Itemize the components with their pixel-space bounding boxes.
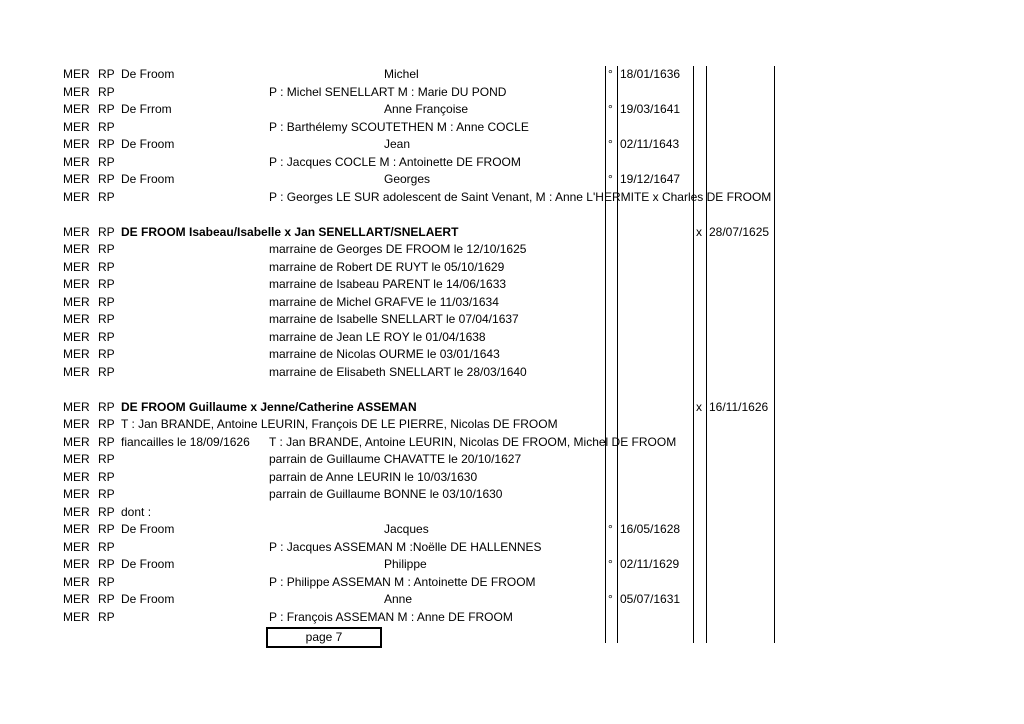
register-code: RP	[98, 504, 115, 519]
parish-code: MER	[63, 242, 90, 256]
parish-code: MER	[63, 434, 90, 449]
detail-text: marraine de Isabeau PARENT le 14/06/1633	[269, 277, 507, 291]
register-code: RP	[98, 592, 115, 606]
parish-code: MER	[63, 417, 90, 431]
parish-code: MER	[63, 224, 90, 239]
parish-code: MER	[63, 574, 90, 589]
parish-code: MER	[63, 137, 90, 151]
register-row	[0, 119, 1024, 136]
register-row	[0, 101, 1024, 118]
birth-date: 18/01/1636	[620, 67, 681, 81]
register-code: RP	[98, 522, 115, 536]
family-name: De Froom	[121, 67, 175, 81]
parish-code: MER	[63, 294, 90, 309]
register-code: RP	[98, 84, 115, 99]
family-name: fiancailles le 18/09/1626	[121, 434, 250, 449]
register-row	[0, 574, 1024, 591]
register-row	[0, 609, 1024, 626]
detail-text: P : Jacques COCLE M : Antoinette DE FROOM	[269, 154, 521, 169]
register-row	[0, 486, 1024, 503]
child-name: Jean	[384, 137, 411, 151]
register-row	[0, 311, 1024, 328]
detail-text: P : Michel SENELLART M : Marie DU POND	[269, 84, 507, 99]
detail-text: marraine de Michel GRAFVE le 11/03/1634	[269, 294, 499, 309]
parish-code: MER	[63, 504, 90, 519]
child-name: Anne	[384, 592, 413, 606]
family-name: De Froom	[121, 137, 175, 151]
register-code: RP	[98, 434, 115, 449]
detail-text: P : François ASSEMAN M : Anne DE FROOM	[269, 609, 513, 624]
register-code: RP	[98, 67, 115, 81]
parish-code: MER	[63, 329, 90, 344]
marriage-date: 28/07/1625	[709, 224, 770, 239]
detail-text: marraine de Nicolas OURME le 03/01/1643	[269, 347, 500, 361]
parish-code: MER	[63, 469, 90, 484]
birth-marker: °	[608, 557, 613, 571]
parish-code: MER	[63, 364, 90, 379]
family-name: De Froom	[121, 592, 175, 606]
child-name: Anne Françoise	[384, 102, 469, 116]
parish-code: MER	[63, 67, 90, 81]
page-number-box	[266, 627, 382, 648]
register-row	[0, 189, 1024, 206]
register-row	[0, 539, 1024, 556]
child-name: Michel	[384, 67, 419, 81]
parish-code: MER	[63, 102, 90, 116]
register-code: RP	[98, 329, 115, 344]
register-row	[0, 276, 1024, 293]
family-name: De Froom	[121, 557, 175, 571]
register-row	[0, 381, 1024, 398]
parish-code: MER	[63, 592, 90, 606]
detail-text: parrain de Guillaume BONNE le 03/10/1630	[269, 487, 503, 501]
parish-code: MER	[63, 84, 90, 99]
register-code: RP	[98, 259, 115, 274]
register-row	[0, 84, 1024, 101]
detail-text: marraine de Jean LE ROY le 01/04/1638	[269, 329, 486, 344]
birth-date: 16/05/1628	[620, 522, 681, 536]
detail-text: marraine de Robert DE RUYT le 05/10/1629	[269, 259, 505, 274]
couple-heading: DE FROOM Guillaume x Jenne/Catherine ASSEMAN	[121, 399, 417, 414]
register-row	[0, 469, 1024, 486]
register-code: RP	[98, 574, 115, 589]
register-code: RP	[98, 119, 115, 134]
register-code: RP	[98, 189, 115, 204]
family-name: dont :	[121, 504, 152, 519]
birth-marker: °	[608, 102, 613, 116]
register-code: RP	[98, 137, 115, 151]
child-name: Georges	[384, 172, 431, 186]
register-row	[0, 416, 1024, 433]
register-code: RP	[98, 154, 115, 169]
parish-code: MER	[63, 154, 90, 169]
detail-text: parrain de Guillaume CHAVATTE le 20/10/1627	[269, 452, 522, 466]
detail-text: P : Georges LE SUR adolescent de Saint Venant, M : Anne L'HERMITE x Charles DE FROOM	[269, 189, 772, 204]
birth-date: 02/11/1629	[620, 557, 680, 571]
register-row	[0, 154, 1024, 171]
register-code: RP	[98, 277, 115, 291]
register-code: RP	[98, 224, 115, 239]
register-code: RP	[98, 399, 115, 414]
register-row	[0, 346, 1024, 363]
register-row	[0, 451, 1024, 468]
parish-code: MER	[63, 399, 90, 414]
register-row	[0, 364, 1024, 381]
register-row	[0, 556, 1024, 573]
parish-code: MER	[63, 312, 90, 326]
detail-text: P : Philippe ASSEMAN M : Antoinette DE FROOM	[269, 574, 536, 589]
child-name: Jacques	[384, 522, 429, 536]
parish-code: MER	[63, 487, 90, 501]
register-code: RP	[98, 487, 115, 501]
birth-marker: °	[608, 522, 613, 536]
birth-date: 05/07/1631	[620, 592, 681, 606]
register-code: RP	[98, 242, 115, 256]
couple-heading: DE FROOM Isabeau/Isabelle x Jan SENELLART/SNELAERT	[121, 224, 459, 239]
parish-code: MER	[63, 277, 90, 291]
detail-text: T : Jan BRANDE, Antoine LEURIN, Nicolas DE FROOM, Michel DE FROOM	[269, 434, 677, 449]
parish-code: MER	[63, 539, 90, 554]
register-row	[0, 521, 1024, 538]
family-name: T : Jan BRANDE, Antoine LEURIN, François DE LE PIERRE, Nicolas DE FROOM	[121, 417, 558, 431]
register-code: RP	[98, 172, 115, 186]
register-row	[0, 241, 1024, 258]
register-code: RP	[98, 557, 115, 571]
page-number: page 7	[305, 630, 343, 644]
register-row	[0, 224, 1024, 241]
marriage-marker: x	[696, 224, 702, 239]
register-code: RP	[98, 347, 115, 361]
register-code: RP	[98, 364, 115, 379]
parish-code: MER	[63, 452, 90, 466]
register-code: RP	[98, 452, 115, 466]
detail-text: marraine de Georges DE FROOM le 12/10/1625	[269, 242, 527, 256]
marriage-marker: x	[696, 399, 702, 414]
birth-date: 19/12/1647	[620, 172, 681, 186]
child-name: Philippe	[384, 557, 427, 571]
parish-code: MER	[63, 347, 90, 361]
parish-code: MER	[63, 609, 90, 624]
register-row	[0, 66, 1024, 83]
register-row	[0, 294, 1024, 311]
detail-text: marraine de Isabelle SNELLART le 07/04/1637	[269, 312, 519, 326]
family-name: De Frrom	[121, 102, 172, 116]
birth-date: 19/03/1641	[620, 102, 681, 116]
parish-code: MER	[63, 522, 90, 536]
detail-text: P : Jacques ASSEMAN M :Noëlle DE HALLENNES	[269, 539, 542, 554]
family-name: De Froom	[121, 522, 175, 536]
detail-text: P : Barthélemy SCOUTETHEN M : Anne COCLE	[269, 119, 529, 134]
register-row	[0, 329, 1024, 346]
register-row	[0, 171, 1024, 188]
register-code: RP	[98, 539, 115, 554]
register-code: RP	[98, 312, 115, 326]
detail-text: marraine de Elisabeth SNELLART le 28/03/1640	[269, 364, 527, 379]
parish-code: MER	[63, 119, 90, 134]
family-name: De Froom	[121, 172, 175, 186]
birth-marker: °	[608, 67, 613, 81]
marriage-date: 16/11/1626	[709, 399, 769, 414]
register-row	[0, 434, 1024, 451]
register-row	[0, 206, 1024, 223]
register-row	[0, 399, 1024, 416]
register-code: RP	[98, 417, 115, 431]
register-row	[0, 136, 1024, 153]
register-row	[0, 259, 1024, 276]
parish-code: MER	[63, 259, 90, 274]
birth-marker: °	[608, 592, 613, 606]
birth-marker: °	[608, 137, 613, 151]
detail-text: parrain de Anne LEURIN le 10/03/1630	[269, 469, 478, 484]
parish-code: MER	[63, 189, 90, 204]
register-row	[0, 504, 1024, 521]
register-row	[0, 591, 1024, 608]
birth-marker: °	[608, 172, 613, 186]
register-code: RP	[98, 609, 115, 624]
birth-date: 02/11/1643	[620, 137, 680, 151]
register-code: RP	[98, 102, 115, 116]
parish-code: MER	[63, 557, 90, 571]
parish-code: MER	[63, 172, 90, 186]
register-code: RP	[98, 294, 115, 309]
register-code: RP	[98, 469, 115, 484]
